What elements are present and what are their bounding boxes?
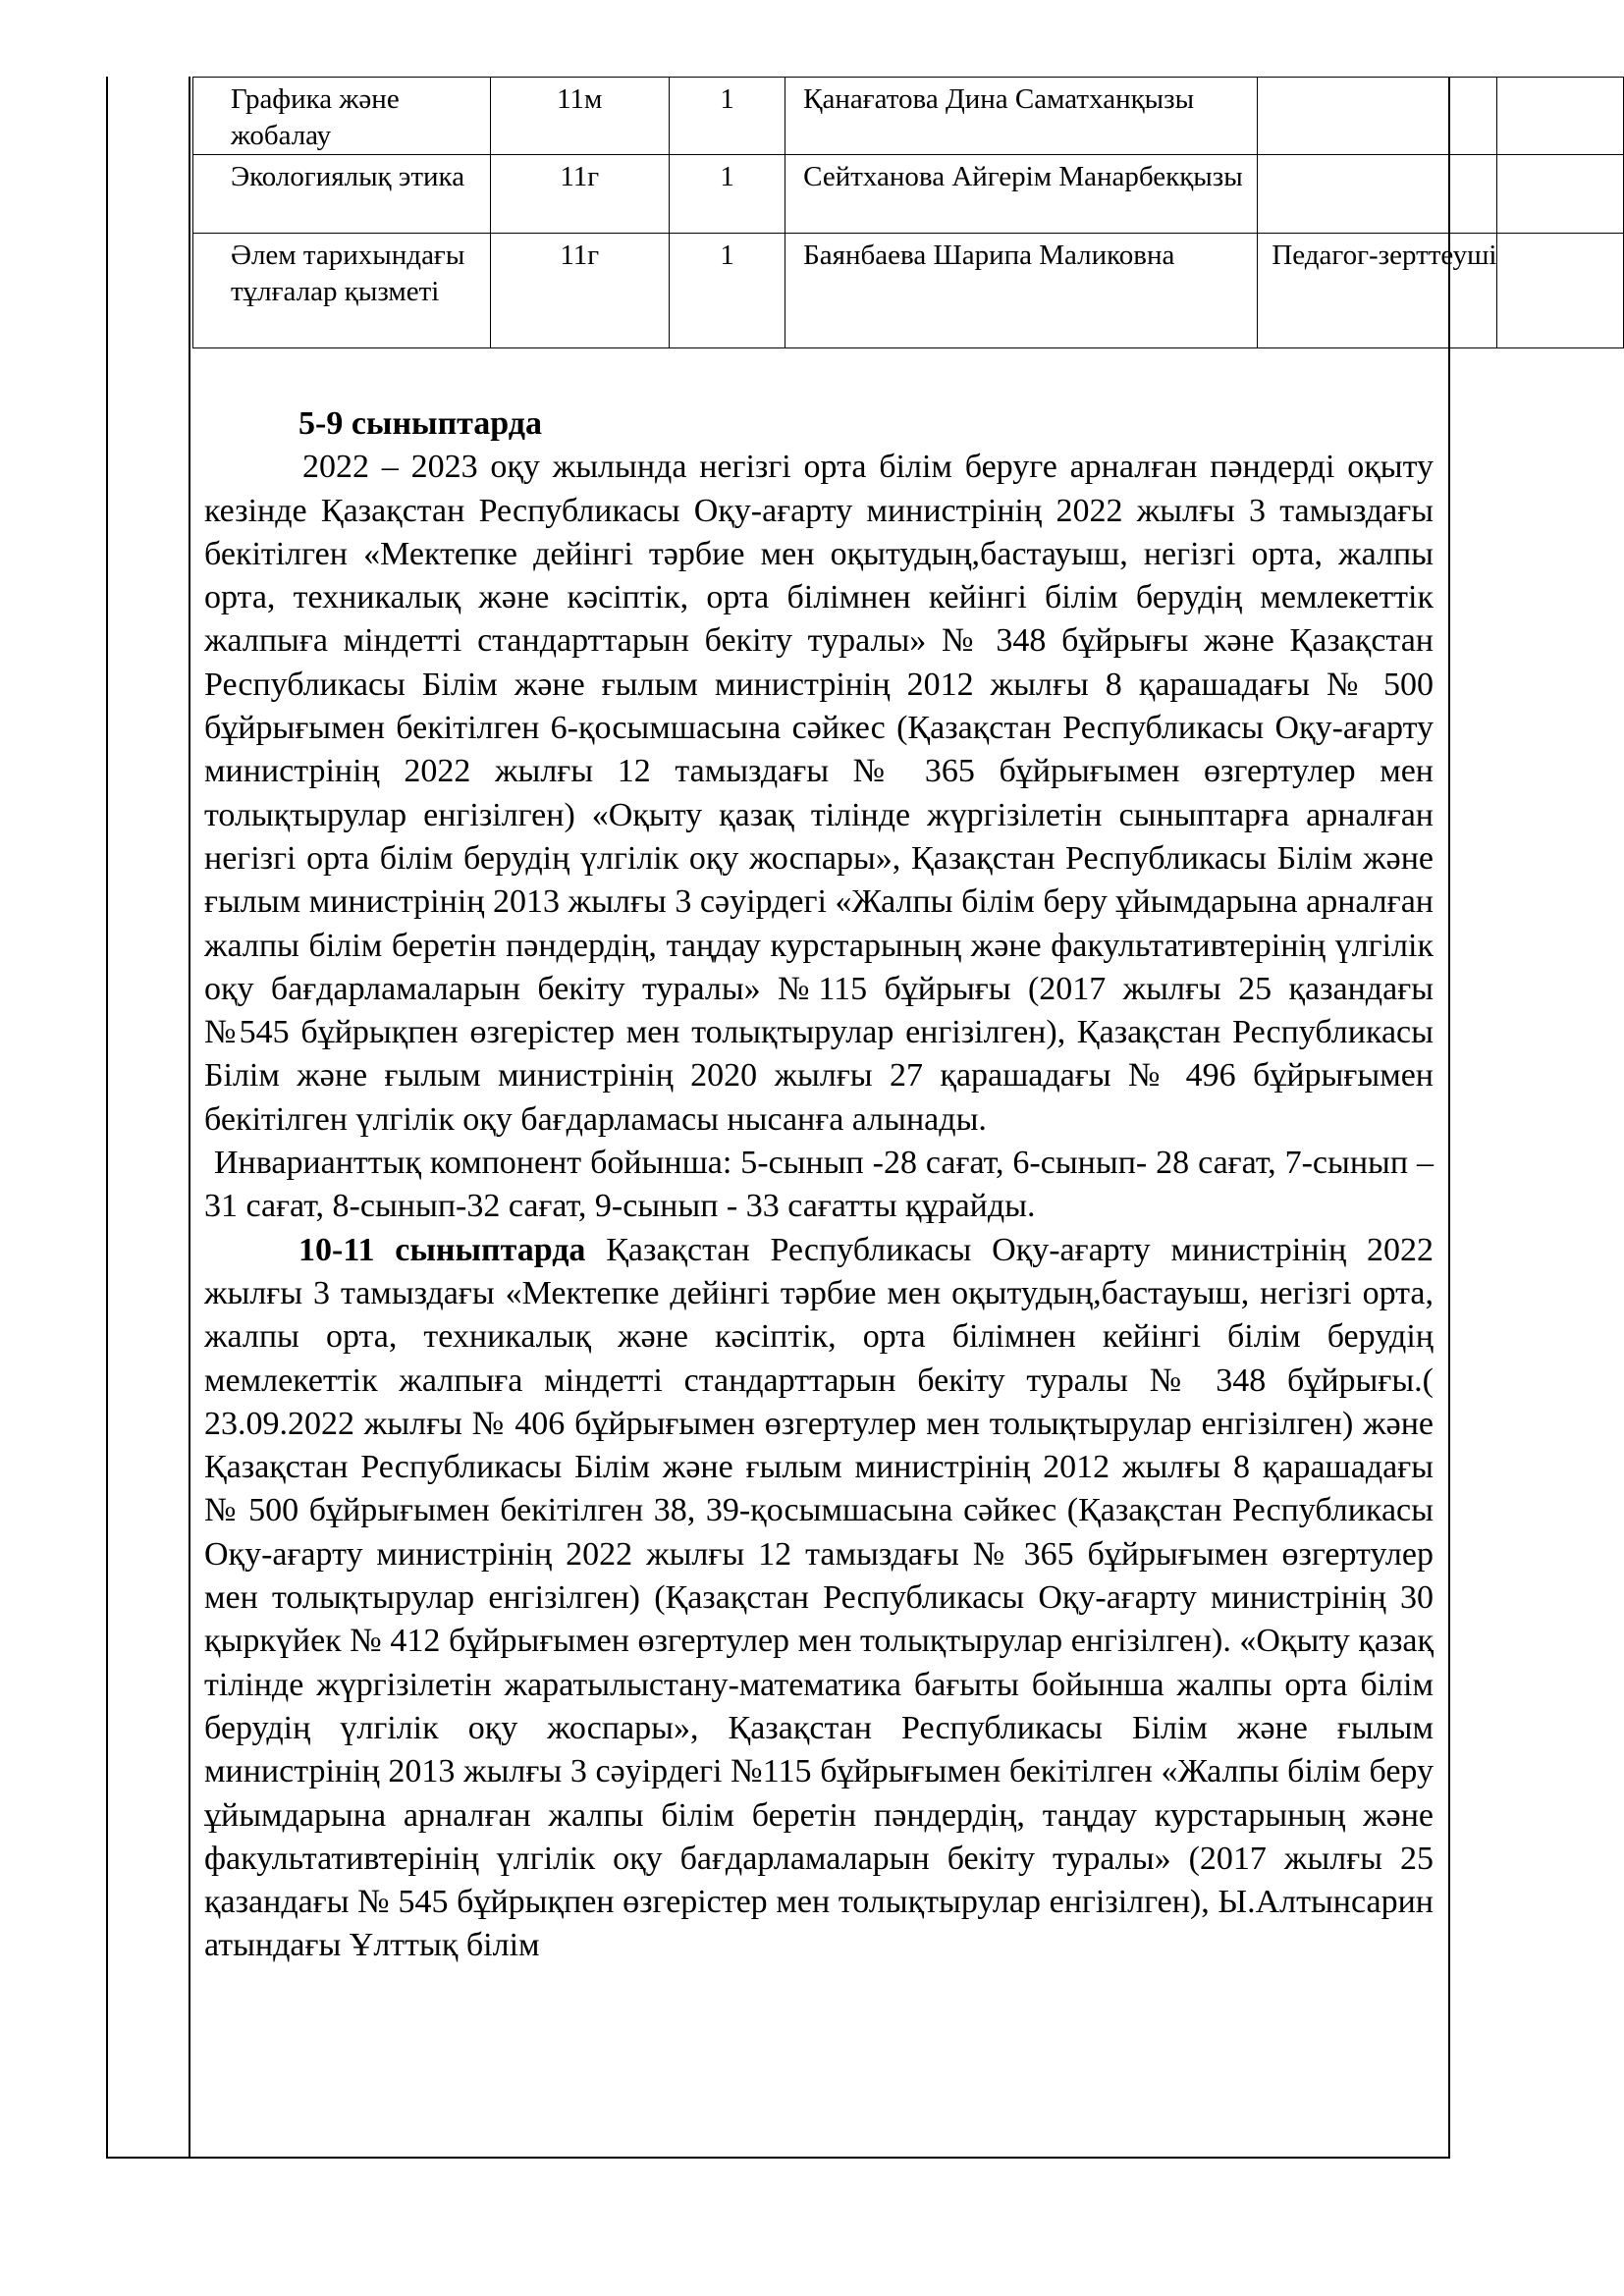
teacher-table (192, 77, 1624, 348)
class-cell: 11г (490, 155, 669, 234)
paragraph-text: Қазақстан Республикасы Оқу-ағарту министрінің 2022 жылғы 3 тамыздағы «Мектепке дейінгі тәрбие мен оқытудың,бастауыш, негізгі орта, жалпы орта, техникалық және кәсіптік, орта білімнен кейінгі білім берудің мемлекеттік жалпыға міндетті стандарттарын бекіту туралы № 348 бұйрығы.( 23.09.2022 жылғы № 406 бұйрығымен өзгертулер мен толықтырулар енгізілген) және Қазақстан Республикасы Білім және ғылым министрінің 2012 жылғы 8 қарашадағы № 500 бұйрығымен бекітілген 38, 39-қосымшасына сәйкес (Қазақстан Республикасы Оқу-ағарту министрінің 2022 жылғы 12 тамыздағы № 365 бұйрығымен өзгертулер мен толықтырулар енгізілген) (Қазақстан Республикасы Оқу-ағарту министрінің 30 қыркүйек № 412 бұйрығымен өзгертулер мен толықтырулар енгізілген). «Оқыту қазақ тілінде жүргізілетін жаратылыстану-математика бағыты бойынша жалпы орта білім берудің үлгілік оқу жоспары», Қазақстан Республикасы Білім және ғылым министрінің 2013 жылғы 3 сәуірдегі №115 бұйрығымен бекітілген «Жалпы білім беру ұйымдарына арналған жалпы білім беретін пәндердің, таңдау курстарының және факультативтерінің үлгілік оқу бағдарламаларын бекіту туралы» (2017 жылғы 25 қазандағы № 545 бұйрықпен өзгерістер мен толықтырулар енгізілген), Ы.Алтынсарин атындағы Ұлттық білім (204, 1231, 1434, 1964)
heading-5-9: 5-9 сыныптарда (298, 405, 542, 442)
paragraph (204, 446, 1434, 1142)
hours-cell: 1 (670, 78, 785, 155)
table-row (193, 78, 1624, 155)
body-text (204, 402, 1434, 1968)
class-cell: 11м (490, 78, 669, 155)
heading-10-11: 10-11 сыныптарда (298, 1231, 586, 1268)
frame-bottom-line (106, 2157, 1450, 2159)
class-cell: 11г (490, 234, 669, 348)
invariant-text: Инварианттық компонент бойынша: 5-сынып -28 сағат, 6-сынып- 28 сағат, 7-сынып – 31 сағат, 8-сынып-32 сағат, 9-сынып - 33 сағатты құрайды. (204, 1145, 1434, 1225)
subject-cell: Графика және жобалау (193, 78, 491, 155)
category-cell (1258, 155, 1497, 234)
teacher-cell: Сейтханова Айгерім Манарбекқызы (785, 155, 1258, 234)
paragraph-text: 2022 – 2023 оқу жылында негізгі орта білім беруге арналған пәндерді оқыту кезінде Қазақстан Республикасы Оқу-ағарту министрінің 2022 жылғы 3 тамыздағы бекітілген «Мектепке дейінгі тәрбие мен оқытудың,бастауыш, негізгі орта, жалпы орта, техникалық және кәсіптік, орта білімнен кейінгі білім берудің мемлекеттік жалпыға міндетті стандарттарын бекіту туралы» № 348 бұйрығы және Қазақстан Республикасы Білім және ғылым министрінің 2012 жылғы 8 қарашадағы № 500 бұйрығымен бекітілген 6-қосымшасына сәйкес (Қазақстан Республикасы Оқу-ағарту министрінің 2022 жылғы 12 тамыздағы № 365 бұйрығымен өзгертулер мен толықтырулар енгізілген) «Оқыту қазақ тілінде жүргізілетін сыныптарға арналған негізгі орта білім берудің үлгілік оқу жоспары», Қазақстан Республикасы Білім және ғылым министрінің 2013 жылғы 3 сәуірдегі «Жалпы білім беру ұйымдарына арналған жалпы білім беретін пәндердің, таңдау курстарының және факультативтерінің үлгілік оқу бағдарламаларын бекіту туралы» №115 бұйрығы (2017 жылғы 25 қазандағы №545 бұйрықпен өзгерістер мен толықтырулар енгізілген), Қазақстан Республикасы Білім және ғылым министрінің 2020 жылғы 27 қарашадағы № 496 бұйрығымен бекітілген үлгілік оқу бағдарламасы нысанға алынады. (204, 449, 1434, 1138)
teacher-cell: Баянбаева Шарипа Маликовна (785, 234, 1258, 348)
hours-cell: 1 (670, 234, 785, 348)
subject-cell: Экологиялық этика (193, 155, 491, 234)
paragraph (204, 1229, 1434, 1968)
frame-inner-left-line (189, 77, 190, 2158)
empty-cell (1497, 155, 1624, 234)
section-heading (204, 402, 1434, 446)
category-cell (1258, 78, 1497, 155)
frame-left-line (106, 77, 108, 2158)
frame-right-line (1448, 77, 1450, 2158)
table-row (193, 234, 1624, 348)
empty-cell (1497, 78, 1624, 155)
subject-cell: Әлем тарихындағы тұлғалар қызметі (193, 234, 491, 348)
empty-cell (1497, 234, 1624, 348)
paragraph (204, 1142, 1434, 1229)
table-row (193, 155, 1624, 234)
hours-cell: 1 (670, 155, 785, 234)
teacher-cell: Қанағатова Дина Саматханқызы (785, 78, 1258, 155)
category-cell: Педагог-зерттеуші (1258, 234, 1497, 348)
